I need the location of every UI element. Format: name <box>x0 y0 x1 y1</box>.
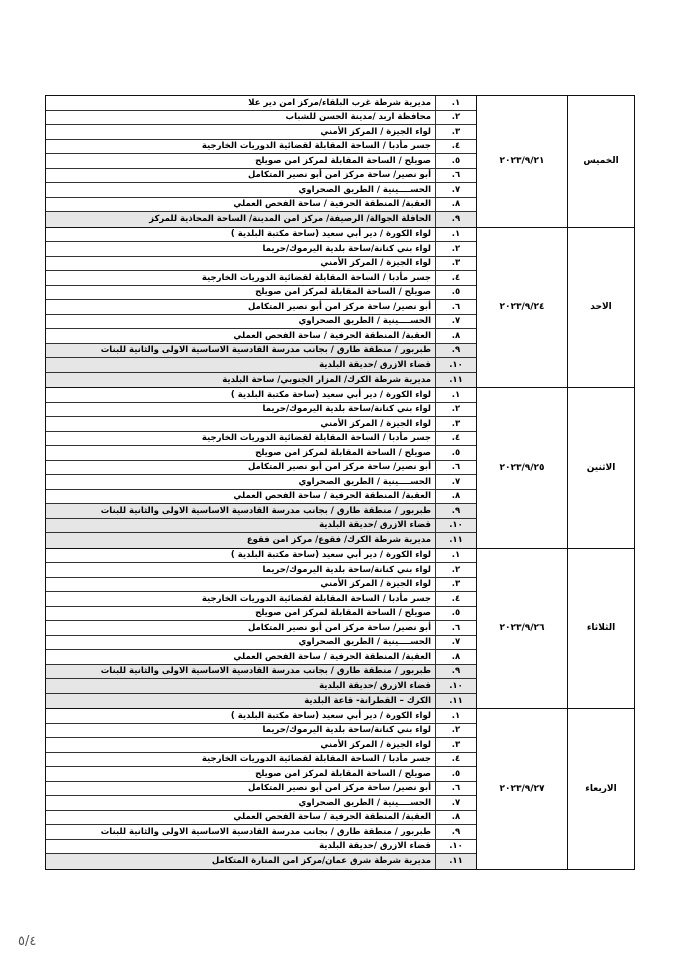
location-cell: قضاء الازرق /حديقة البلدية <box>319 359 431 370</box>
location-cell: العقبة/ المنطقة الحرفية / ساحة الفحص العملي <box>233 491 431 502</box>
row-number: ٢. <box>435 111 476 125</box>
row-number: ٩. <box>435 665 476 679</box>
table-row <box>46 183 476 198</box>
location-cell: صويلح / الساحة المقابلة لمركز امن صويلح <box>255 155 431 166</box>
row-number: ٧. <box>435 796 476 810</box>
location-cell: الحســــينية / الطريق الصحراوي <box>298 797 431 808</box>
row-number: ٤. <box>435 140 476 154</box>
location-cell: صويلح / الساحة المقابلة لمركز امن صويلح <box>255 608 431 619</box>
location-cell: الحســــينية / الطريق الصحراوي <box>298 316 431 327</box>
row-number: ٤. <box>435 753 476 767</box>
table-row <box>46 490 476 505</box>
row-number: ٣. <box>435 257 476 271</box>
row-number: ٥. <box>435 446 476 460</box>
date-cell: ٢٠٢٣/٩/٢٦ <box>476 549 567 709</box>
table-row <box>46 271 476 286</box>
table-row <box>46 373 476 388</box>
date-cell: ٢٠٢٣/٩/٢٤ <box>476 228 567 388</box>
row-number: ١. <box>435 388 476 402</box>
table-row <box>46 753 476 768</box>
location-cell: قضاء الازرق /حديقة البلدية <box>319 680 431 691</box>
location-cell: العقبة/ المنطقة الحرفية / ساحة الفحص العملي <box>233 199 431 210</box>
table-row <box>46 475 476 490</box>
row-number: ٦. <box>435 621 476 635</box>
location-cell: محافظة اربد /مدينة الحسن للشباب <box>285 112 431 123</box>
row-number: ٤. <box>435 432 476 446</box>
day-group <box>46 228 634 389</box>
location-cell: صويلح / الساحة المقابلة لمركز امن صويلح <box>255 287 431 298</box>
location-cell: أبو نصير/ ساحة مركز امن أبو نصير المتكامل <box>247 301 431 312</box>
row-number: ٦. <box>435 782 476 796</box>
table-row <box>46 650 476 665</box>
location-cell: أبو نصير/ ساحة مركز امن أبو نصير المتكامل <box>247 622 431 633</box>
row-number: ١٠. <box>435 840 476 854</box>
day-cell: الاحد <box>567 228 634 388</box>
table-row <box>46 461 476 476</box>
row-number: ٩. <box>435 504 476 518</box>
location-cell: جسر مأدبا / الساحة المقابلة لقضائية الدوريات الخارجية <box>201 433 431 444</box>
row-number: ١١. <box>435 854 476 869</box>
row-number: ٤. <box>435 592 476 606</box>
location-cell: لواء الكورة / دير أبي سعيد (ساحة مكتبة البلدية ) <box>230 550 431 561</box>
table-row <box>46 767 476 782</box>
table-row <box>46 257 476 272</box>
location-cell: جسر مأدبا / الساحة المقابلة لقضائية الدوريات الخارجية <box>201 272 431 283</box>
location-rows <box>46 96 476 227</box>
location-cell: مديرية شرطة شرق عمان/مركز امن المنارة المتكامل <box>211 856 431 867</box>
table-row <box>46 96 476 111</box>
row-number: ١٠. <box>435 358 476 372</box>
location-cell: أبو نصير/ ساحة مركز امن أبو نصير المتكامل <box>247 783 431 794</box>
location-cell: لواء الكورة / دير أبي سعيد (ساحة مكتبة البلدية ) <box>230 229 431 240</box>
table-row <box>46 825 476 840</box>
location-cell: قضاء الازرق /حديقة البلدية <box>319 520 431 531</box>
table-row <box>46 125 476 140</box>
table-row <box>46 198 476 213</box>
row-number: ٧. <box>435 636 476 650</box>
location-cell: الحســــينية / الطريق الصحراوي <box>298 184 431 195</box>
location-cell: مديرية شرطة الكرك/ المزار الجنوبي/ ساحة البلدية <box>222 374 431 385</box>
row-number: ١١. <box>435 694 476 709</box>
table-row <box>46 563 476 578</box>
table-row <box>46 140 476 155</box>
page-number: ٥/٤ <box>18 934 37 949</box>
location-cell: جسر مأدبا / الساحة المقابلة لقضائية الدوريات الخارجية <box>201 141 431 152</box>
row-number: ٧. <box>435 315 476 329</box>
location-rows <box>46 549 476 709</box>
location-cell: لواء الجيزة / المركز الأمني <box>320 126 431 137</box>
row-number: ٨. <box>435 650 476 664</box>
row-number: ٨. <box>435 490 476 504</box>
table-row <box>46 549 476 564</box>
day-group <box>46 709 634 869</box>
location-cell: طبربور / منطقة طارق / بجانب مدرسة القادسية الاساسية الاولى والثانية للبنات <box>100 666 431 677</box>
row-number: ١. <box>435 709 476 723</box>
table-row <box>46 679 476 694</box>
table-row <box>46 519 476 534</box>
table-row <box>46 358 476 373</box>
location-cell: مديرية شرطة غرب البلقاء/مركز امن دير علا <box>248 97 431 108</box>
row-number: ١١. <box>435 533 476 548</box>
row-number: ٣. <box>435 417 476 431</box>
table-row <box>46 388 476 403</box>
day-cell: الخميس <box>567 96 634 227</box>
location-cell: طبربور / منطقة طارق / بجانب مدرسة القادسية الاساسية الاولى والثانية للبنات <box>100 505 431 516</box>
location-rows <box>46 709 476 869</box>
date-cell: ٢٠٢٣/٩/٢٥ <box>476 388 567 548</box>
location-cell: جسر مأدبا / الساحة المقابلة لقضائية الدوريات الخارجية <box>201 754 431 765</box>
table-row <box>46 212 476 227</box>
table-row <box>46 315 476 330</box>
table-row <box>46 329 476 344</box>
day-cell: الاثنين <box>567 388 634 548</box>
location-cell: لواء بني كنانة/ساحة بلدية اليرموك/حريما <box>262 564 431 575</box>
table-row <box>46 724 476 739</box>
location-cell: العقبة/ المنطقة الحرفية / ساحة الفحص العملي <box>233 330 431 341</box>
row-number: ١٠. <box>435 519 476 533</box>
location-cell: لواء بني كنانة/ساحة بلدية اليرموك/حريما <box>262 404 431 415</box>
row-number: ١٠. <box>435 679 476 693</box>
table-row <box>46 636 476 651</box>
table-row <box>46 111 476 126</box>
day-group <box>46 388 634 549</box>
location-cell: قضاء الازرق /حديقة البلدية <box>319 841 431 852</box>
row-number: ٨. <box>435 811 476 825</box>
row-number: ٤. <box>435 271 476 285</box>
row-number: ٥. <box>435 607 476 621</box>
table-row <box>46 242 476 257</box>
row-number: ٣. <box>435 125 476 139</box>
table-row <box>46 228 476 243</box>
row-number: ٨. <box>435 329 476 343</box>
row-number: ١. <box>435 96 476 110</box>
table-row <box>46 417 476 432</box>
row-number: ٥. <box>435 154 476 168</box>
row-number: ٩. <box>435 825 476 839</box>
table-row <box>46 607 476 622</box>
table-row <box>46 533 476 548</box>
location-cell: لواء الجيزة / المركز الأمني <box>320 418 431 429</box>
table-row <box>46 854 476 869</box>
table-row <box>46 796 476 811</box>
row-number: ٧. <box>435 475 476 489</box>
table-row <box>46 738 476 753</box>
table-row <box>46 504 476 519</box>
table-row <box>46 709 476 724</box>
location-cell: الحســــينية / الطريق الصحراوي <box>298 476 431 487</box>
location-rows <box>46 228 476 388</box>
row-number: ٣. <box>435 738 476 752</box>
location-cell: الحســــينية / الطريق الصحراوي <box>298 637 431 648</box>
location-cell: العقبة/ المنطقة الحرفية / ساحة الفحص العملي <box>233 812 431 823</box>
row-number: ٥. <box>435 286 476 300</box>
location-cell: طبربور / منطقة طارق / بجانب مدرسة القادسية الاساسية الاولى والثانية للبنات <box>100 345 431 356</box>
row-number: ٨. <box>435 198 476 212</box>
day-cell: الاربعاء <box>567 709 634 869</box>
location-cell: لواء بني كنانة/ساحة بلدية اليرموك/حريما <box>262 243 431 254</box>
table-row <box>46 403 476 418</box>
table-row <box>46 665 476 680</box>
location-cell: العقبة/ المنطقة الحرفية / ساحة الفحص العملي <box>233 651 431 662</box>
location-cell: الحافلة الجوالة/ الرصيفة/ مركز امن المدينة/ الساحة المحاذية للمركز <box>149 214 431 225</box>
date-cell: ٢٠٢٣/٩/٢١ <box>476 96 567 227</box>
location-cell: لواء الجيزة / المركز الأمني <box>320 579 431 590</box>
table-row <box>46 432 476 447</box>
table-row <box>46 811 476 826</box>
location-rows <box>46 388 476 548</box>
table-row <box>46 578 476 593</box>
schedule-table <box>45 95 635 870</box>
location-cell: لواء الكورة / دير أبي سعيد (ساحة مكتبة البلدية ) <box>230 710 431 721</box>
day-group <box>46 96 634 228</box>
location-cell: الكرك – القطرانة- قاعة البلدية <box>304 695 431 706</box>
location-cell: أبو نصير/ ساحة مركز امن أبو نصير المتكامل <box>247 170 431 181</box>
table-row <box>46 694 476 709</box>
location-cell: لواء الجيزة / المركز الأمني <box>320 258 431 269</box>
row-number: ٥. <box>435 767 476 781</box>
table-row <box>46 286 476 301</box>
location-cell: صويلح / الساحة المقابلة لمركز امن صويلح <box>255 768 431 779</box>
day-group <box>46 549 634 710</box>
table-row <box>46 621 476 636</box>
table-row <box>46 592 476 607</box>
location-cell: أبو نصير/ ساحة مركز امن أبو نصير المتكامل <box>247 462 431 473</box>
row-number: ١. <box>435 228 476 242</box>
location-cell: لواء بني كنانة/ساحة بلدية اليرموك/حريما <box>262 725 431 736</box>
row-number: ٦. <box>435 169 476 183</box>
location-cell: جسر مأدبا / الساحة المقابلة لقضائية الدوريات الخارجية <box>201 593 431 604</box>
row-number: ١. <box>435 549 476 563</box>
table-row <box>46 300 476 315</box>
location-cell: لواء الجيزة / المركز الأمني <box>320 739 431 750</box>
row-number: ٢. <box>435 563 476 577</box>
location-cell: مديرية شرطة الكرك/ فقوع/ مركز امن فقوع <box>246 535 431 546</box>
row-number: ٩. <box>435 212 476 227</box>
location-cell: صويلح / الساحة المقابلة لمركز امن صويلح <box>255 447 431 458</box>
date-cell: ٢٠٢٣/٩/٢٧ <box>476 709 567 869</box>
row-number: ٩. <box>435 344 476 358</box>
table-row <box>46 446 476 461</box>
row-number: ٢. <box>435 403 476 417</box>
table-row <box>46 169 476 184</box>
row-number: ٧. <box>435 183 476 197</box>
row-number: ٢. <box>435 724 476 738</box>
row-number: ٦. <box>435 461 476 475</box>
row-number: ٣. <box>435 578 476 592</box>
table-row <box>46 840 476 855</box>
row-number: ١١. <box>435 373 476 388</box>
location-cell: لواء الكورة / دير أبي سعيد (ساحة مكتبة البلدية ) <box>230 389 431 400</box>
day-cell: الثلاثاء <box>567 549 634 709</box>
row-number: ٢. <box>435 242 476 256</box>
table-row <box>46 154 476 169</box>
location-cell: طبربور / منطقة طارق / بجانب مدرسة القادسية الاساسية الاولى والثانية للبنات <box>100 826 431 837</box>
table-row <box>46 782 476 797</box>
row-number: ٦. <box>435 300 476 314</box>
table-row <box>46 344 476 359</box>
